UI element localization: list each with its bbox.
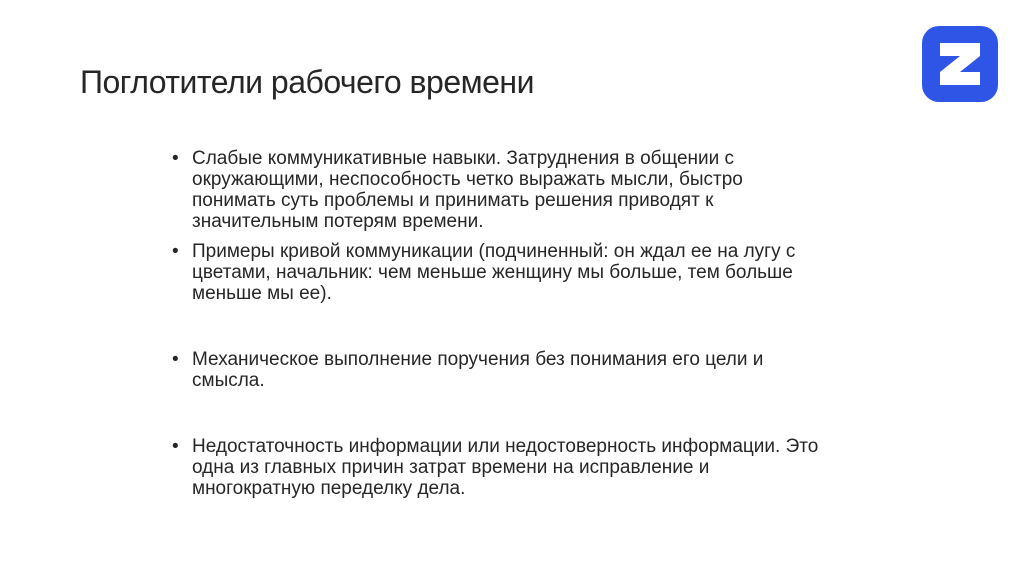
bullet-item (172, 349, 822, 391)
z-logo-icon (922, 26, 998, 102)
bullet-dot: • (172, 241, 179, 262)
bullet-dot: • (172, 436, 179, 457)
bullet-item (172, 436, 822, 499)
bullet-item (172, 241, 822, 304)
bullet-dot: • (172, 349, 179, 370)
bullet-text: Примеры кривой коммуникации (подчиненный: он ждал ее на лугу с цветами, начальник: чем меньше женщину мы больше, тем больше меньше мы ее). (192, 241, 796, 304)
bullet-item (172, 148, 822, 232)
bullet-text: Слабые коммуникативные навыки. Затруднения в общении с окружающими, неспособность четко выражать мысли, быстро понимать суть проблемы и принимать решения приводят к значительным потерям времени. (192, 148, 743, 232)
bullet-text: Механическое выполнение поручения без понимания его цели и смысла. (192, 349, 764, 391)
slide-title: Поглотители рабочего времени (80, 64, 534, 100)
bullet-dot: • (172, 148, 179, 169)
bullet-text: Недостаточность информации или недостоверность информации. Это одна из главных причин затрат времени на исправление и многократную переделку дела. (192, 436, 819, 499)
bullet-list (172, 148, 822, 499)
